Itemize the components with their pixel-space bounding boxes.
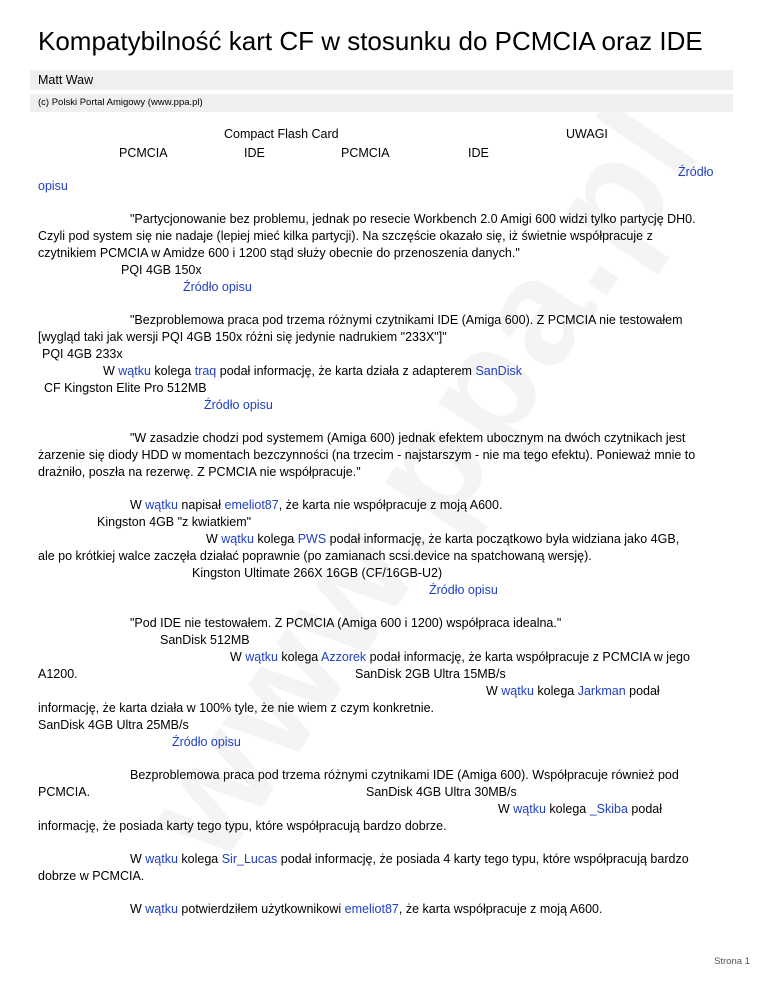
description-line: "W zasadzie chodzi pod systemem (Amiga 600) jednak efektem ubocznym na dwóch czytnikach jest <box>130 431 686 445</box>
header-card: Compact Flash Card <box>224 127 339 141</box>
watermark <box>106 72 735 888</box>
user-link[interactable]: PWS <box>297 532 327 546</box>
header-ide-1: IDE <box>244 146 265 160</box>
header-ide-2: IDE <box>468 146 489 160</box>
source-link[interactable]: Źródło opisu <box>429 583 498 597</box>
sandisk-link[interactable]: SanDisk <box>475 364 522 378</box>
user-link[interactable]: traq <box>194 364 217 378</box>
user-link[interactable]: Sir_Lucas <box>221 852 278 866</box>
forum-note: W wątku kolega traq podał informację, że karta działa z adapterem SanDisk <box>103 364 522 378</box>
user-link[interactable]: Azzorek <box>321 650 367 664</box>
forum-note: W wątku kolega Jarkman podał <box>486 684 660 698</box>
thread-link[interactable]: wątku <box>118 364 151 378</box>
header-notes: UWAGI <box>566 127 608 141</box>
description-line: Bezproblemowa praca pod trzema różnymi czytnikami IDE (Amiga 600). Współpracuje również pod <box>130 768 679 782</box>
thread-link[interactable]: wątku <box>513 802 546 816</box>
thread-link[interactable]: wątku <box>145 902 178 916</box>
source-link[interactable]: Źródło opisu <box>204 398 273 412</box>
description-line: Czyli pod system się nie nadaje (lepiej mieć kilka partycji). Na szczęście okazało się, iż świetnie współpracuje z <box>38 229 653 243</box>
source-link[interactable]: Źródło <box>678 165 714 179</box>
header-pcmcia-1: PCMCIA <box>119 146 168 160</box>
user-link[interactable]: emeliot87 <box>224 498 279 512</box>
card-name: SanDisk 4GB Ultra 30MB/s <box>366 785 517 799</box>
source-link[interactable]: opisu <box>38 179 68 193</box>
user-link[interactable]: _Skiba <box>589 802 628 816</box>
description-line: dobrze w PCMCIA. <box>38 869 145 883</box>
description-line: informację, że karta działa w 100% tyle, że nie wiem z czym konkretnie. <box>38 701 434 715</box>
card-name: SanDisk 4GB Ultra 25MB/s <box>38 718 189 732</box>
description-line: "Pod IDE nie testowałem. Z PCMCIA (Amiga 600 i 1200) współpraca idealna." <box>130 616 562 630</box>
card-name: PQI 4GB 150x <box>121 263 202 277</box>
description-line: "Partycjonowanie bez problemu, jednak po resecie Workbench 2.0 Amigi 600 widzi tylko partycję DH0. <box>130 212 696 226</box>
page-title: Kompatybilność kart CF w stosunku do PCMCIA oraz IDE <box>38 26 703 56</box>
thread-link[interactable]: wątku <box>501 684 534 698</box>
description-line: informację, że posiada karty tego typu, które współpracują bardzo dobrze. <box>38 819 447 833</box>
description-line: [wygląd taki jak wersji PQI 4GB 150x różni się jedynie nadrukiem "233X"]" <box>38 330 447 344</box>
description-line: "Bezproblemowa praca pod trzema różnymi czytnikami IDE (Amiga 600). Z PCMCIA nie testowałem <box>130 313 683 327</box>
card-name: CF Kingston Elite Pro 512MB <box>44 381 207 395</box>
author-band <box>30 70 733 90</box>
card-name: Kingston Ultimate 266X 16GB (CF/16GB-U2) <box>192 566 443 580</box>
card-name: SanDisk 2GB Ultra 15MB/s <box>355 667 506 681</box>
description-line: ale po krótkiej walce zaczęła działać poprawnie (po zamianach scsi.device na spatchowaną wersję). <box>38 549 592 563</box>
description-line: żarzenie się diody HDD w momentach bezczynności (na trzecim - najstarszym - nie ma tego efektu). Ponieważ mnie to <box>38 448 696 462</box>
forum-note: W wątku kolega Azzorek podał informację, że karta współpracuje z PCMCIA w jego <box>230 650 690 664</box>
forum-note: W wątku kolega PWS podał informację, że karta początkowo była widziana jako 4GB, <box>206 532 680 546</box>
card-name: PQI 4GB 233x <box>42 347 123 361</box>
forum-note: W wątku kolega Sir_Lucas podał informację, że posiada 4 karty tego typu, które współpracują bardzo <box>130 852 689 866</box>
card-name: SanDisk 512MB <box>160 633 250 647</box>
header-pcmcia-2: PCMCIA <box>341 146 390 160</box>
thread-link[interactable]: wątku <box>221 532 254 546</box>
source-link[interactable]: Źródło opisu <box>183 280 252 294</box>
forum-note: W wątku napisał emeliot87, że karta nie współpracuje z moją A600. <box>130 498 503 512</box>
copyright: (c) Polski Portal Amigowy (www.ppa.pl) <box>38 97 203 108</box>
author: Matt Waw <box>38 73 94 87</box>
user-link[interactable]: emeliot87 <box>344 902 399 916</box>
card-name: Kingston 4GB "z kwiatkiem" <box>97 515 252 529</box>
thread-link[interactable]: wątku <box>245 650 278 664</box>
source-link[interactable]: Źródło opisu <box>172 735 241 749</box>
thread-link[interactable]: wątku <box>145 852 178 866</box>
description-line: PCMCIA. <box>38 785 91 799</box>
thread-link[interactable]: wątku <box>145 498 178 512</box>
page-number: Strona 1 <box>714 956 750 967</box>
description-line: drażniło, poszła na rezerwę. Z PCMCIA nie współpracuje." <box>38 465 361 479</box>
user-link[interactable]: Jarkman <box>577 684 626 698</box>
description-line: czytnikiem PCMCIA w Amidze 600 i 1200 stąd służy obecnie do przenoszenia danych." <box>38 246 520 260</box>
forum-note: W wątku potwierdziłem użytkownikowi emeliot87, że karta współpracuje z moją A600. <box>130 902 603 916</box>
forum-note: W wątku kolega _Skiba podał <box>498 802 663 816</box>
description-line: A1200. <box>38 667 78 681</box>
